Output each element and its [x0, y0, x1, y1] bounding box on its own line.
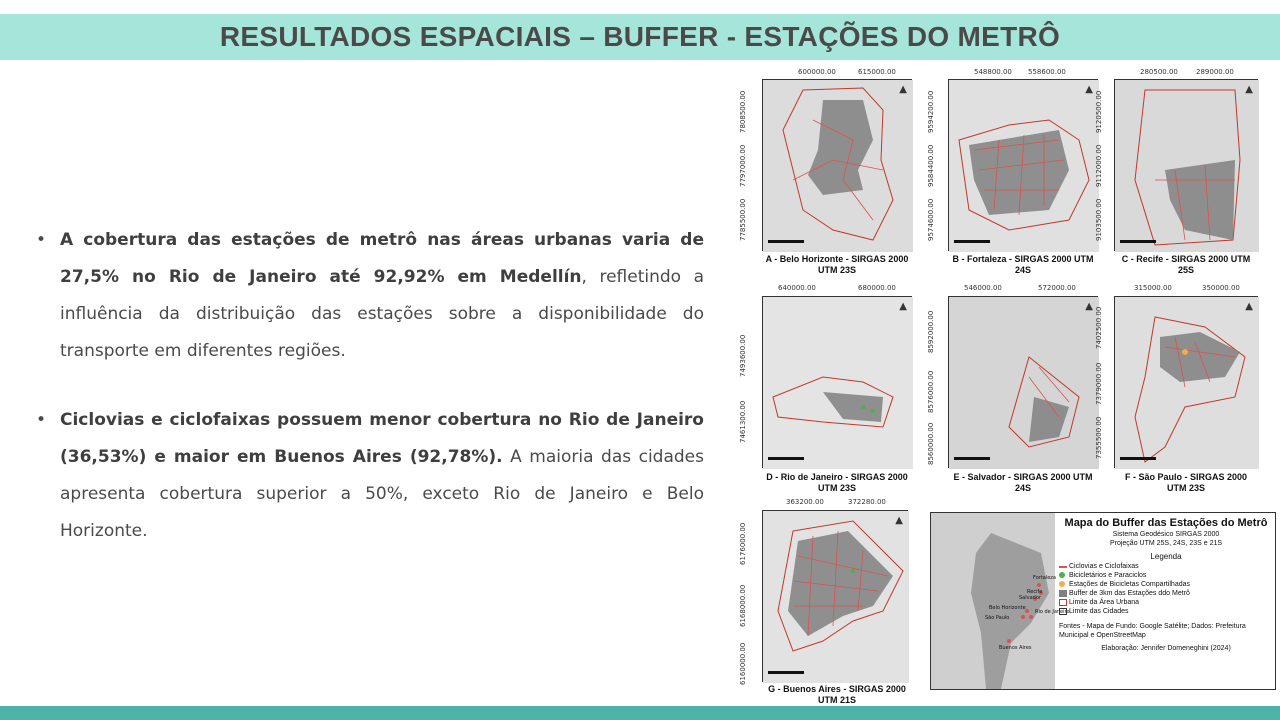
map-recife	[1114, 79, 1258, 251]
legend-item	[1059, 562, 1273, 571]
city-label: Salvador	[1019, 595, 1041, 601]
legend-item-label: Estações de Bicicletas Compartilhadas	[1069, 581, 1191, 588]
legend-item-label: Ciclovias e Ciclofaixas	[1069, 563, 1139, 570]
outline-swatch-icon	[1059, 599, 1067, 606]
map-y-tick: 8576000.00	[927, 370, 935, 413]
map-y-tick: 8592000.00	[927, 310, 935, 353]
map-y-tick: 8560000.00	[927, 422, 935, 465]
legend-item	[1059, 589, 1273, 598]
map-x-tick: 600000.00	[798, 68, 836, 76]
map-panel	[738, 66, 1280, 706]
outline-swatch-icon	[1059, 608, 1067, 615]
north-arrow-icon: ▲	[899, 84, 907, 95]
legend-item	[1059, 607, 1273, 616]
map-y-tick: 9112000.00	[1095, 144, 1103, 187]
bullet-dot-icon: •	[36, 410, 47, 430]
map-x-tick: 363200.00	[786, 498, 824, 506]
city-label: Buenos Aires	[999, 645, 1032, 651]
map-y-tick: 7797000.00	[739, 144, 747, 187]
dot-swatch-icon	[1059, 581, 1065, 587]
map-legend	[930, 512, 1276, 690]
legend-item-label: Limite das Cidades	[1069, 608, 1129, 615]
map-y-tick: 7379000.00	[1095, 362, 1103, 405]
map-x-tick: 615000.00	[858, 68, 896, 76]
legend-item-label: Bicicletários e Paraciclos	[1069, 572, 1147, 579]
map-y-tick: 9594200.00	[927, 90, 935, 133]
map-x-tick: 548800.00	[974, 68, 1012, 76]
map-x-tick: 640000.00	[778, 284, 816, 292]
north-arrow-icon: ▲	[1245, 84, 1253, 95]
north-arrow-icon: ▲	[1085, 301, 1093, 312]
map-x-tick: 372280.00	[848, 498, 886, 506]
map-y-tick: 7402500.00	[1095, 306, 1103, 349]
map-caption: G - Buenos Aires - SIRGAS 2000 UTM 21S	[768, 684, 906, 705]
map-belo-horizonte	[762, 79, 912, 251]
dot-swatch-icon	[1059, 572, 1065, 578]
legend-heading: Legenda	[1150, 552, 1182, 561]
legend-item	[1059, 571, 1273, 580]
map-rio-de-janeiro	[762, 296, 912, 468]
map-y-tick: 9103500.00	[1095, 198, 1103, 241]
map-y-tick: 9574600.00	[927, 198, 935, 241]
bullet-item-bike-lanes	[36, 402, 704, 550]
map-x-tick: 680000.00	[858, 284, 896, 292]
legend-item	[1059, 580, 1273, 589]
city-label: São Paulo	[985, 615, 1010, 621]
bullet-bold-text: Ciclovias e ciclofaixas possuem menor cobertura no Rio de Janeiro (36,53%) e maior em Buenos Aires (92,78%).	[60, 410, 704, 467]
bullet-text: , refletindo a influência da distribuição das estações sobre a disponibilidade do transporte em diferentes regiões.	[60, 267, 704, 361]
bullet-text: A maioria das cidades apresenta cobertura superior a 50%, exceto Rio de Janeiro e Belo Horizonte.	[60, 447, 705, 541]
map-salvador	[948, 296, 1098, 468]
legend-item-label: Buffer de 3km das Estações ddo Metrô	[1069, 590, 1190, 597]
bullet-list	[36, 222, 704, 550]
legend-credit: Elaboração: Jennifer Domeneghini (2024)	[1101, 645, 1231, 652]
bullet-item-coverage	[36, 222, 704, 370]
map-buenos-aires	[762, 510, 908, 682]
map-y-tick: 7461300.00	[739, 400, 747, 443]
legend-projection: Projeção UTM 25S, 24S, 23S e 21S	[1109, 540, 1223, 547]
legend-sources: Fontes - Mapa de Fundo: Google Satélite; Dados: Prefeitura Municipal e OpenStreetMap	[1059, 623, 1246, 639]
legend-system: Sistema Geodésico SIRGAS 2000	[1112, 531, 1220, 538]
map-y-tick: 6168000.00	[739, 584, 747, 627]
north-arrow-icon: ▲	[1245, 301, 1253, 312]
map-x-tick: 315000.00	[1134, 284, 1172, 292]
city-label: Fortaleza	[1033, 575, 1056, 581]
legend-item	[1059, 598, 1273, 607]
legend-item-label: Limite da Área Urbana	[1069, 599, 1140, 606]
north-arrow-icon: ▲	[895, 515, 903, 526]
map-caption: F - São Paulo - SIRGAS 2000 UTM 23S	[1124, 472, 1248, 493]
map-fortaleza	[948, 79, 1098, 251]
map-caption: D - Rio de Janeiro - SIRGAS 2000 UTM 23S	[766, 472, 908, 493]
map-y-tick: 6160000.00	[739, 642, 747, 685]
map-y-tick: 9584400.00	[927, 144, 935, 187]
map-x-tick: 289000.00	[1196, 68, 1234, 76]
map-caption: B - Fortaleza - SIRGAS 2000 UTM 24S	[952, 254, 1094, 275]
map-y-tick: 7493600.00	[739, 334, 747, 377]
map-x-tick: 350000.00	[1202, 284, 1240, 292]
map-x-tick: 546000.00	[964, 284, 1002, 292]
city-label: Belo Horizonte	[989, 605, 1026, 611]
city-label: Recife	[1027, 589, 1043, 595]
map-x-tick: 280500.00	[1140, 68, 1178, 76]
south-america-inset-map	[931, 513, 1070, 689]
map-caption: C - Recife - SIRGAS 2000 UTM 25S	[1121, 254, 1251, 275]
map-y-tick: 6176000.00	[739, 522, 747, 565]
map-x-tick: 572000.00	[1038, 284, 1076, 292]
map-sao-paulo	[1114, 296, 1258, 468]
north-arrow-icon: ▲	[899, 301, 907, 312]
line-swatch-icon	[1059, 566, 1067, 568]
bottom-band	[0, 706, 1280, 720]
north-arrow-icon: ▲	[1085, 84, 1093, 95]
city-label: Rio de Janeiro	[1035, 609, 1070, 615]
map-caption: A - Belo Horizonte - SIRGAS 2000 UTM 23S	[765, 254, 909, 275]
bullet-bold-text: A cobertura das estações de metrô nas áreas urbanas varia de 27,5% no Rio de Janeiro até 92,92% em Medellín	[60, 230, 704, 287]
legend-title: Mapa do Buffer das Estações do Metrô	[1064, 517, 1268, 529]
fill-swatch-icon	[1059, 590, 1067, 597]
map-caption: E - Salvador - SIRGAS 2000 UTM 24S	[953, 472, 1093, 493]
map-x-tick: 558600.00	[1028, 68, 1066, 76]
map-y-tick: 7808500.00	[739, 90, 747, 133]
map-y-tick: 7785500.00	[739, 198, 747, 241]
map-y-tick: 9120500.00	[1095, 90, 1103, 133]
slide-title: RESULTADOS ESPACIAIS – BUFFER - ESTAÇÕES DO METRÔ	[219, 21, 1061, 52]
map-y-tick: 7355500.00	[1095, 416, 1103, 459]
bullet-dot-icon: •	[36, 230, 47, 250]
legend-text-block	[1059, 517, 1273, 653]
